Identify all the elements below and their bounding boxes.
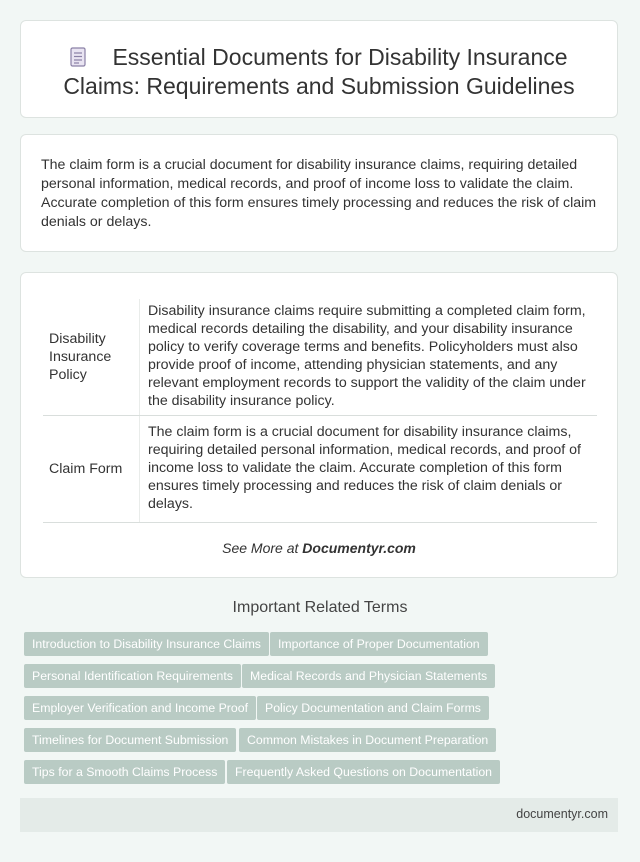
terms-table: [43, 299, 597, 523]
definition-cell: Disability insurance claims require submitting a completed claim form, medical records detailing the disability, and your disability insurance policy to verify coverage terms and benefits. Policyholders must also provide proof of income, attending physician statements, and any relevant employment records to support the validity of the claim under the disability insurance policy.: [140, 299, 598, 416]
term-cell: Disability Insurance Policy: [43, 299, 140, 416]
related-tag[interactable]: Introduction to Disability Insurance Claims: [24, 632, 269, 656]
related-tag[interactable]: Medical Records and Physician Statements: [242, 664, 495, 688]
table-row: [43, 299, 597, 416]
see-more-site[interactable]: Documentyr.com: [302, 540, 416, 556]
see-more-prefix: See More at: [222, 540, 303, 556]
related-tag[interactable]: Frequently Asked Questions on Documentation: [227, 760, 500, 784]
related-tag[interactable]: Policy Documentation and Claim Forms: [257, 696, 489, 720]
table-row: [43, 416, 597, 523]
title-card: [20, 20, 618, 118]
definition-cell: The claim form is a crucial document for disability insurance claims, requiring detailed personal information, medical records, and proof of income loss to validate the claim. Accurate completion of this form ensures timely processing and reduces the risk of claim denials or delays.: [140, 416, 598, 523]
related-tag[interactable]: Employer Verification and Income Proof: [24, 696, 256, 720]
related-terms-heading: Important Related Terms: [232, 599, 408, 616]
document-icon: [70, 47, 86, 67]
title-line-1: Essential Documents for Disability Insurance: [112, 44, 568, 70]
footer-bar: [20, 798, 618, 832]
related-tag[interactable]: Timelines for Document Submission: [24, 728, 236, 752]
related-tag[interactable]: Personal Identification Requirements: [24, 664, 241, 688]
see-more-link[interactable]: [21, 540, 617, 556]
title-line-2: Claims: Requirements and Submission Guidelines: [63, 73, 575, 99]
page-title: [21, 43, 617, 101]
intro-text: The claim form is a crucial document for disability insurance claims, requiring detailed personal information, medical records, and proof of income loss to validate the claim. Accurate completion of this form ensures timely processing and reduces the risk of claim denials or delays.: [41, 157, 597, 230]
term-cell: Claim Form: [43, 416, 140, 523]
terms-table-card: [20, 272, 618, 578]
related-tag[interactable]: Tips for a Smooth Claims Process: [24, 760, 225, 784]
related-tag[interactable]: Common Mistakes in Document Preparation: [239, 728, 496, 752]
footer-site-link[interactable]: documentyr.com: [516, 807, 608, 821]
intro-card: [20, 134, 618, 252]
related-tag[interactable]: Importance of Proper Documentation: [270, 632, 488, 656]
